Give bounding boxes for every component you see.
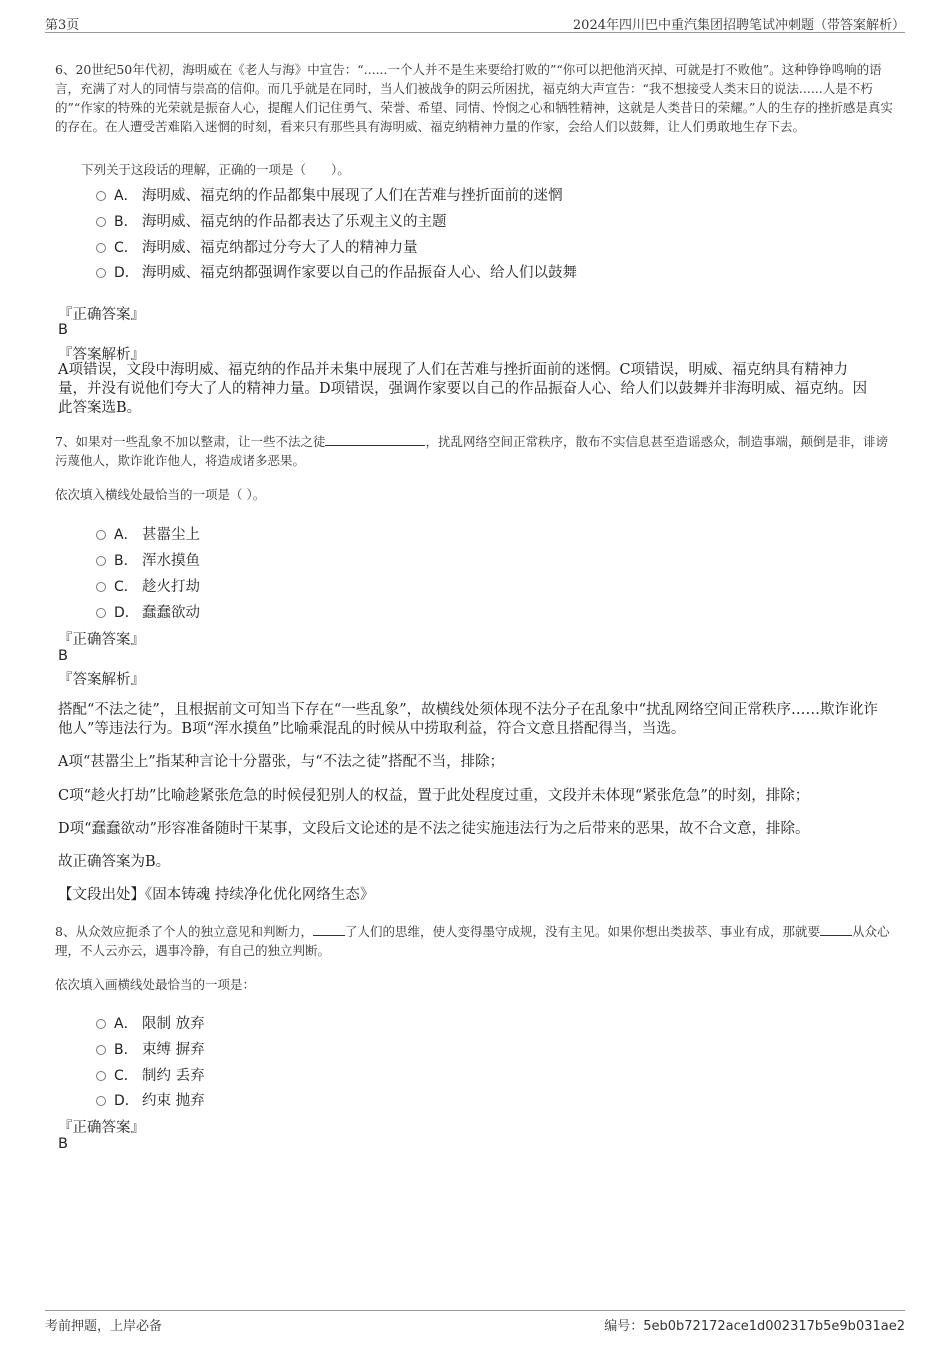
radio-icon[interactable] <box>96 530 106 540</box>
q6-option-d[interactable]: D． 海明威、福克纳都强调作家要以自己的作品振奋人心、给人们以鼓舞 <box>96 261 577 282</box>
q6-option-b[interactable]: B． 海明威、福克纳的作品都表达了乐观主义的主题 <box>96 210 447 231</box>
radio-icon[interactable] <box>96 1019 106 1029</box>
q7-option-c[interactable]: C． 趁火打劫 <box>96 575 200 596</box>
q6-analysis-label: 『答案解析』 <box>58 347 145 363</box>
q8-option-d[interactable]: D． 约束 抛弃 <box>96 1089 205 1110</box>
radio-icon[interactable] <box>96 191 106 201</box>
q8-answer: B <box>58 1136 68 1152</box>
q8-stem: 8、从众效应扼杀了个人的独立意见和判断力， 了人们的思维，使人变得墨守成规，没有主见。如果你想出类拔萃、事业有成，那就要 从众心理，不人云亦云，遇事冷静，有自己的独立判断。 <box>55 924 890 958</box>
q7-analysis-label: 『答案解析』 <box>58 672 145 688</box>
footer-slogan: 考前押题，上岸必备 <box>45 1319 163 1334</box>
q6-analysis: A项错误，文段中海明威、福克纳的作品并未集中展现了人们在苦难与挫折面前的迷惘。C项错误，明威、福克纳具有精神力量，并没有说他们夸大了人的精神力量。D项错误，强调作家要以自己的作品振奋人心、给人们以鼓舞并非海明威、福克纳。因此答案选B。 <box>58 362 868 416</box>
page-footer <box>45 1310 905 1333</box>
document-title: 2024年四川巴中重汽集团招聘笔试冲刺题（带答案解析） <box>572 18 905 33</box>
q8-prompt: 依次填入画横线处最恰当的一项是： <box>55 977 256 992</box>
fill-blank <box>325 433 425 446</box>
radio-icon[interactable] <box>96 1045 106 1055</box>
q6-option-c[interactable]: C． 海明威、福克纳都过分夸大了人的精神力量 <box>96 236 418 257</box>
radio-icon[interactable] <box>96 268 106 278</box>
radio-icon[interactable] <box>96 243 106 253</box>
radio-icon[interactable] <box>96 556 106 566</box>
q7-analysis-p3: C项“趁火打劫”比喻趁紧张危急的时候侵犯别人的权益，置于此处程度过重，文段并未体现“紧张危急”的时刻，排除； <box>58 788 810 804</box>
q6-answer: B <box>58 322 68 338</box>
q7-option-b[interactable]: B． 浑水摸鱼 <box>96 549 200 570</box>
q7-stem: 7、如果对一些乱象不加以整肃，让一些不法之徒 ，扰乱网络空间正常秩序，散布不实信息甚至造谣惑众，制造事端，颠倒是非，诽谤污蔑他人，欺诈讹诈他人，将造成诸多恶果。 <box>55 434 888 468</box>
radio-icon[interactable] <box>96 217 106 227</box>
radio-icon[interactable] <box>96 1096 106 1106</box>
q7-analysis-p1: 搭配“不法之徒”，且根据前文可知当下存在“一些乱象”，故横线处须体现不法分子在乱象中“扰乱网络空间正常秩序……欺诈讹诈他人”等违法行为。B项“浑水摸鱼”比喻乘混乱的时候从中捞取利益，符合文意且搭配得当，当选。 <box>58 702 879 737</box>
document-code: 编号：5eb0b72172ace1d002317b5e9b031ae2 <box>604 1319 905 1334</box>
q6-prompt: 下列关于这段话的理解，正确的一项是（ ）。 <box>81 162 350 177</box>
q7-answer-label: 『正确答案』 <box>58 632 145 648</box>
fill-blank <box>820 923 852 936</box>
q7-option-d[interactable]: D． 蠢蠢欲动 <box>96 601 200 622</box>
q6-answer-label: 『正确答案』 <box>58 307 145 323</box>
q7-source: 【文段出处】《固本铸魂 持续净化优化网络生态》 <box>58 887 375 903</box>
page-header <box>45 12 905 33</box>
q6-option-a[interactable]: A． 海明威、福克纳的作品都集中展现了人们在苦难与挫折面前的迷惘 <box>96 184 563 205</box>
q6-stem: 6、20世纪50年代初，海明威在《老人与海》中宣告：“......一个人并不是生来要给打败的”“你可以把他消灭掉、可就是打不败他”。这种铮铮鸣响的语言，充满了对人的同情与崇高的信仰。而几乎就是在同时，当人们被战争的阴云所困扰，福克纳大声宣告：“我不想接受人类末日的说法......人是不朽的”“作家的特殊的光荣就是振奋人心，提醒人们记住勇气、荣誉、希望、同情、怜悯之心和牺牲精神，这就是人类昔日的荣耀。”人的生存的挫折感是真实的存在。在人遭受苦难陷入迷惘的时刻，看来只有那些具有海明威、福克纳精神力量的作家，会给人们以鼓舞，让人们勇敢地生存下去。 <box>55 62 893 134</box>
radio-icon[interactable] <box>96 608 106 618</box>
radio-icon[interactable] <box>96 582 106 592</box>
q7-analysis-p5: 故正确答案为B。 <box>58 854 171 870</box>
q7-option-a[interactable]: A． 甚嚣尘上 <box>96 523 200 544</box>
q7-answer: B <box>58 648 68 664</box>
q8-option-b[interactable]: B． 束缚 摒弃 <box>96 1038 205 1059</box>
page-number: 第3页 <box>45 18 80 33</box>
q7-prompt: 依次填入横线处最恰当的一项是（ ）。 <box>55 487 266 502</box>
q7-analysis-p4: D项“蠢蠢欲动”形容准备随时干某事，文段后文论述的是不法之徒实施违法行为之后带来的恶果，故不合文意，排除。 <box>58 821 810 837</box>
q8-option-c[interactable]: C． 制约 丢弃 <box>96 1064 205 1085</box>
q8-option-a[interactable]: A． 限制 放弃 <box>96 1012 205 1033</box>
fill-blank <box>313 923 345 936</box>
q7-analysis-p2: A项“甚嚣尘上”指某种言论十分嚣张，与“不法之徒”搭配不当，排除； <box>58 754 505 770</box>
q8-answer-label: 『正确答案』 <box>58 1120 145 1136</box>
radio-icon[interactable] <box>96 1071 106 1081</box>
